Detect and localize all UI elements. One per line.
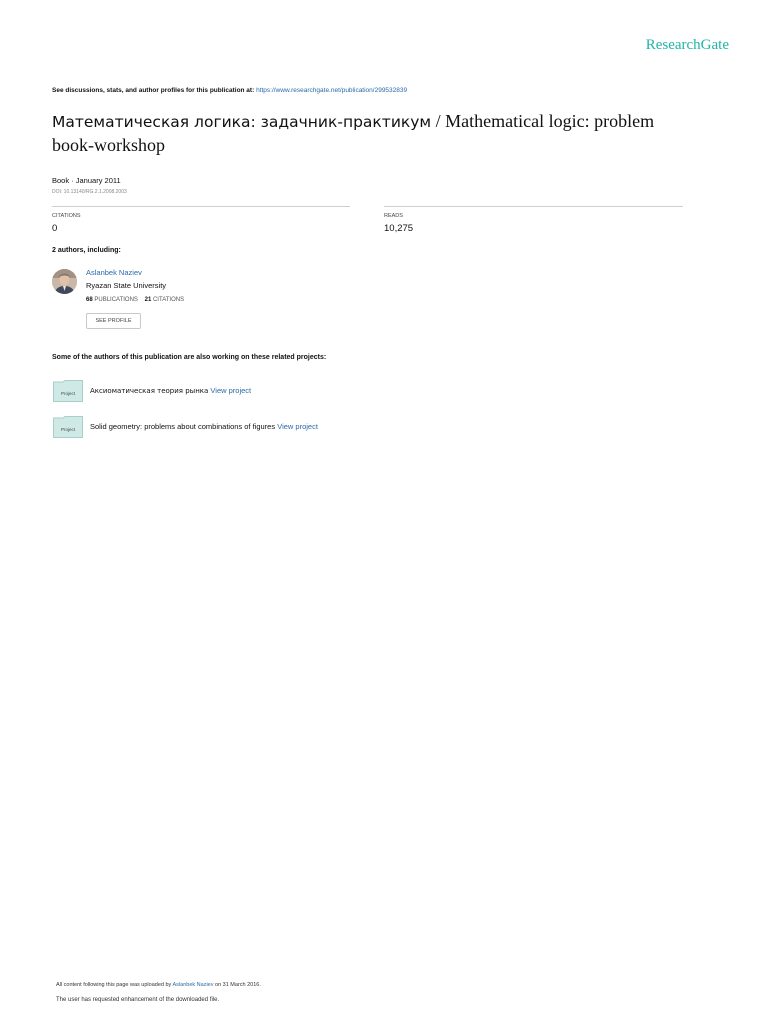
project-folder-icon <box>53 380 83 402</box>
publication-url-link[interactable]: https://www.researchgate.net/publication/299532839 <box>256 87 408 94</box>
title-separator: / <box>431 111 446 131</box>
project-title: Solid geometry: problems about combinations of figures <box>90 422 276 431</box>
avatar-portrait-icon <box>52 269 77 294</box>
see-profile-button[interactable]: SEE PROFILE <box>86 313 141 329</box>
title-english: Mathematical logic: problem book-workshop <box>52 111 655 155</box>
upload-suffix: on 31 March 2016. <box>215 982 261 988</box>
upload-note <box>56 982 261 988</box>
view-project-link[interactable]: View project <box>277 422 318 431</box>
project-folder-icon <box>53 416 83 438</box>
researchgate-logo[interactable]: ResearchGate <box>645 37 729 53</box>
citations-label: CITATIONS <box>52 213 81 219</box>
upload-prefix: All content following this page was uploaded by <box>56 982 172 988</box>
related-projects-heading: Some of the authors of this publication are also working on these related projects: <box>52 354 327 361</box>
publication-type-date: Book · January 2011 <box>52 176 121 185</box>
authors-heading: 2 authors, including: <box>52 247 121 254</box>
project-icon-label: Project <box>60 391 76 396</box>
author-stats <box>86 297 184 303</box>
title-russian: Математическая логика: задачник-практикум <box>52 113 432 131</box>
project-title: Аксиоматическая теория рынка <box>90 387 209 395</box>
enhancement-note: The user has requested enhancement of the downloaded file. <box>56 997 220 1003</box>
publication-doi: DOI: 10.13140/RG.2.1.2008.2003 <box>52 189 127 195</box>
author-avatar[interactable] <box>52 269 77 294</box>
reads-label: READS <box>384 213 403 219</box>
author-citations-count: 21 <box>144 297 152 303</box>
uploader-link[interactable]: Aslanbek Naziev <box>172 982 214 988</box>
citations-value: 0 <box>52 223 58 234</box>
author-publications-label: PUBLICATIONS <box>94 297 138 303</box>
view-project-link[interactable]: View project <box>210 386 252 395</box>
author-name-link[interactable]: Aslanbek Naziev <box>86 268 142 277</box>
project-item <box>90 422 318 431</box>
citations-divider <box>52 206 350 207</box>
project-item <box>90 386 251 395</box>
author-institution: Ryazan State University <box>86 281 167 290</box>
discussion-line <box>52 87 407 94</box>
discussion-label: See discussions, stats, and author profiles for this publication at: <box>52 87 255 94</box>
project-icon-label: Project <box>60 427 76 432</box>
reads-divider <box>384 206 683 207</box>
author-publications-count: 68 <box>86 297 93 303</box>
publication-title <box>52 110 692 157</box>
author-citations-label: CITATIONS <box>152 297 185 303</box>
reads-value: 10,275 <box>384 223 414 234</box>
